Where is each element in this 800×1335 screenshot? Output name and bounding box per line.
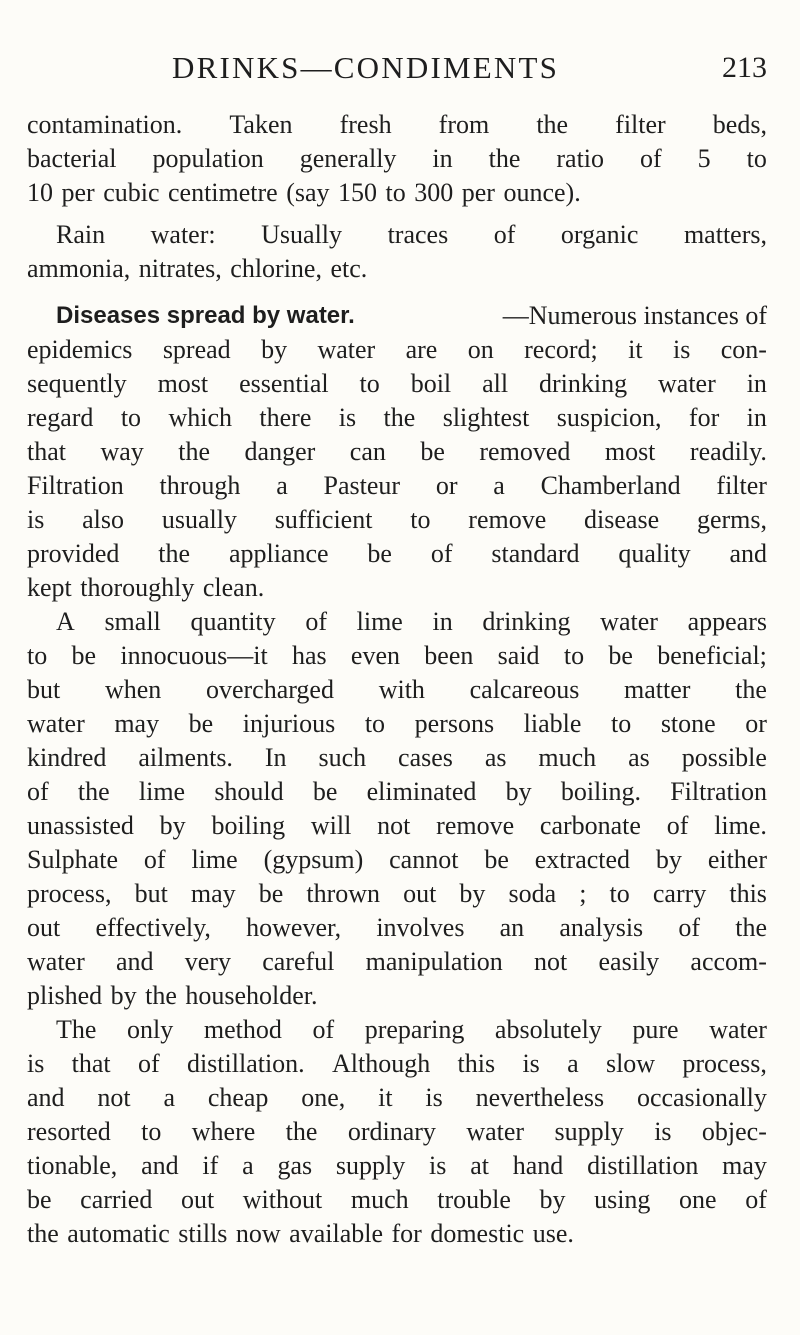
word: way [100,437,144,466]
word: extracted [534,845,631,874]
word: from [438,110,490,139]
word: kindred [27,743,107,772]
word: one [679,1185,717,1214]
word: as [628,743,650,772]
word: the [488,144,521,173]
word: overcharged [205,675,334,704]
word: which [168,403,232,432]
word: of [430,539,453,568]
word: only [127,1015,174,1044]
word: of [678,913,701,942]
word: innocuous—it [120,641,268,670]
word: readily. [689,437,767,466]
word: when [104,675,162,704]
word: process, [682,1049,767,1078]
word: generally [299,144,397,173]
text-line [27,877,767,911]
word: be [188,709,214,738]
word: water [466,1117,525,1146]
text-line [27,741,767,775]
word: said [497,641,540,670]
word: cannot [389,845,459,874]
word: filter [615,110,666,139]
text-line [27,911,767,945]
word: thrown [306,879,381,908]
word: by [655,845,682,874]
word: distillation. [186,1049,305,1078]
text-line-with-heading [27,299,767,333]
word: slow [605,1049,656,1078]
word: to [611,709,632,738]
word: liable [523,709,582,738]
word: beneficial; [657,641,767,670]
word: usually [161,505,237,534]
word: of [305,607,327,636]
word: as [484,743,507,772]
page-number: 213 [722,51,767,84]
word: where [191,1117,256,1146]
word: filter [716,471,767,500]
word: tionable, [27,1151,118,1180]
word: a [242,1151,254,1180]
word: standard [491,539,580,568]
word: organic [560,220,639,249]
word: remove [468,505,547,534]
word: of [640,144,662,173]
word: to [410,505,431,534]
word: with [378,675,425,704]
text-line: the automatic stills now available for domestic use. [27,1219,574,1248]
word: be [608,641,633,670]
text-line [27,367,767,401]
word: much [538,743,597,772]
word: but [134,879,168,908]
word: traces [387,220,449,249]
word: provided [27,539,120,568]
word: can [349,437,386,466]
word: cases [398,743,453,772]
word: appears [687,607,767,636]
text-line [27,843,767,877]
word: drinking [482,607,571,636]
word: has [291,641,327,670]
word: and [729,539,767,568]
word: the [735,675,767,704]
word: water [27,947,85,976]
word: a [567,1049,579,1078]
word: is [654,1117,672,1146]
text-line [27,401,767,435]
word: by [159,811,186,840]
word: is [522,1049,540,1078]
text-line [27,809,767,843]
word: (gypsum) [263,845,364,874]
word: should [214,777,284,806]
word: will [310,811,352,840]
word: is [425,1083,443,1112]
word: calcareous [469,675,580,704]
word: of [493,220,516,249]
word: may [114,709,160,738]
word: supply [554,1117,624,1146]
word: to [746,144,767,173]
word: A [56,607,75,636]
word: lime [356,607,403,636]
word: contamination. [27,110,183,139]
word: distillation [587,1151,699,1180]
text-line [27,1047,767,1081]
text-line: ammonia, nitrates, chlorine, etc. [27,254,368,283]
word: essential [239,369,329,398]
word: to [120,403,142,432]
word: Although [332,1049,431,1078]
word: such [318,743,367,772]
word: much [350,1185,409,1214]
word: not [97,1083,131,1112]
word: epidemics [27,335,133,364]
text-line: kept thoroughly clean. [27,573,265,602]
text-line [27,435,767,469]
word: be [420,437,445,466]
word: out [27,913,61,942]
word: without [242,1185,323,1214]
word: carry [652,879,707,908]
word: the [383,403,416,432]
word: absolutely [494,1015,602,1044]
word: matters, [683,220,767,249]
word: matter [624,675,691,704]
word: ordinary [347,1117,436,1146]
word: also [82,505,125,534]
word: drinking [538,369,628,398]
word: for [688,403,720,432]
word: appliance [228,539,329,568]
word: most [157,369,209,398]
word: Filtration [670,777,767,806]
word: soda [508,879,557,908]
word: unassisted [27,811,134,840]
word: of [745,1185,767,1214]
paragraph-contamination [27,108,767,210]
word: in [746,369,767,398]
word: danger [244,437,316,466]
word: be [258,879,284,908]
word: however, [246,913,342,942]
word: manipulation [365,947,503,976]
word: of [27,777,49,806]
word: stone [660,709,716,738]
word: gas [277,1151,313,1180]
word: are [405,335,438,364]
word: the [735,913,767,942]
word: of [312,1015,335,1044]
word: this [457,1049,496,1078]
word: bacterial [27,144,117,173]
word: is [338,403,357,432]
text-line [27,1115,767,1149]
word: Taken [229,110,293,139]
text-line [27,639,767,673]
word: it [628,335,643,364]
word: by [261,335,288,364]
word: occasionally [636,1083,767,1112]
word: not [534,947,568,976]
word: is [672,335,691,364]
word: accom- [690,947,767,976]
word: nevertheless [475,1083,605,1112]
word: is [27,1049,45,1078]
word: of [143,845,166,874]
text-line [27,333,767,367]
word: a [276,471,288,500]
word: very [184,947,231,976]
word: lime. [714,811,767,840]
word: at [470,1151,489,1180]
word: in [432,607,453,636]
word: water [317,335,376,364]
text-line [27,1183,767,1217]
word: disease [584,505,660,534]
word: persons [414,709,495,738]
running-head [27,48,767,88]
word: quality [618,539,691,568]
word: there [259,403,312,432]
text-line [27,707,767,741]
word: to [27,641,48,670]
word: water [658,369,716,398]
text-line [27,1013,767,1047]
word: small [104,607,161,636]
word: carried [80,1185,153,1214]
word: but [27,675,61,704]
word: either [707,845,767,874]
word: a [163,1083,175,1112]
section-heading: Diseases spread by water. [56,302,355,329]
word: possible [681,743,767,772]
word: using [594,1185,651,1214]
running-title: DRINKS—CONDIMENTS [172,50,560,85]
word: the [158,539,191,568]
text-line [27,218,767,252]
word: slightest [442,403,530,432]
word: boiling. [560,777,641,806]
word: most [604,437,656,466]
word: involves [376,913,465,942]
word: method [203,1015,282,1044]
paragraph-lime [27,605,767,1013]
paragraph-rain-water [27,218,767,286]
paragraph-distillation [27,1013,767,1251]
word: process, [27,879,112,908]
word: fresh [339,110,392,139]
word: is [429,1151,447,1180]
word: and [115,947,154,976]
word: to [141,1117,162,1146]
word: by [505,777,532,806]
word: hand [512,1151,564,1180]
word: Chamberland [540,471,681,500]
word: Rain [56,220,106,249]
word: ailments. [138,743,233,772]
word: to [364,709,386,738]
word: if [202,1151,219,1180]
word: be [27,1185,52,1214]
word: or [435,471,458,500]
text-line [27,1149,767,1183]
text-line [27,945,767,979]
word: removed [479,437,571,466]
text-line [27,469,767,503]
word: boiling [211,811,286,840]
word: the [178,437,211,466]
word: lime [138,777,186,806]
word: be [312,777,338,806]
text-line [27,673,767,707]
word: may [722,1151,767,1180]
word: quantity [190,607,276,636]
word: sequently [27,369,127,398]
word: water: [150,220,216,249]
word: ; [579,879,587,908]
text-line: plished by the householder. [27,981,318,1010]
word: analysis [559,913,644,942]
word: one, [301,1083,346,1112]
word: pure [632,1015,679,1044]
text-line [27,1081,767,1115]
word: even [350,641,401,670]
word: trouble [437,1185,511,1214]
word: Pasteur [323,471,401,500]
word: sufficient [274,505,373,534]
word: injurious [242,709,336,738]
word: suspicion, [556,403,662,432]
word: of [666,811,689,840]
word: population [152,144,264,173]
word: remove [436,811,515,840]
word: through [159,471,241,500]
word: that [27,437,66,466]
word: Usually [261,220,343,249]
word: on [467,335,494,364]
word: that [71,1049,111,1078]
word: the [285,1117,318,1146]
word: cheap [207,1083,269,1112]
word: The [56,1015,97,1044]
word: Sulphate [27,845,118,874]
word: record; [524,335,598,364]
word: been [424,641,474,670]
word: supply [335,1151,406,1180]
word: 5 [697,144,711,173]
word: objec- [701,1117,767,1146]
word: boil [410,369,452,398]
word: resorted [27,1117,111,1146]
text-line [27,537,767,571]
word: beds, [712,110,767,139]
word: water [27,709,85,738]
word: be [367,539,392,568]
word: water [600,607,658,636]
word: not [377,811,411,840]
text-line [27,108,767,142]
word: to [609,879,630,908]
text-line-continuation: —Numerous instances of [502,301,767,330]
word: all [482,369,509,398]
word: in [746,403,767,432]
word: the [77,777,110,806]
word: is [27,505,45,534]
word: a [493,471,505,500]
word: out [403,879,437,908]
word: con- [720,335,767,364]
word: be [484,845,509,874]
word: preparing [364,1015,465,1044]
word: by [459,879,486,908]
text-line [27,775,767,809]
word: carbonate [539,811,641,840]
word: lime [191,845,238,874]
word: In [264,743,287,772]
text-line [27,605,767,639]
word: or [745,709,767,738]
body-text [27,108,767,1251]
paragraph-diseases [27,299,767,605]
word: out [180,1185,215,1214]
word: this [729,879,767,908]
word: it [378,1083,393,1112]
word: germs, [696,505,767,534]
word: water [709,1015,767,1044]
word: in [432,144,453,173]
text-line [27,142,767,176]
word: spread [162,335,231,364]
word: may [190,879,236,908]
word: easily [598,947,660,976]
word: an [499,913,525,942]
word: to [359,369,380,398]
word: to [563,641,585,670]
word: be [71,641,97,670]
word: of [137,1049,160,1078]
word: Filtration [27,471,124,500]
text-line [27,503,767,537]
word: and [27,1083,65,1112]
text-line: 10 per cubic centimetre (say 150 to 300 per ounce). [27,178,581,207]
word: effectively, [95,913,211,942]
word: eliminated [366,777,477,806]
word: the [536,110,569,139]
word: ratio [556,144,605,173]
word: careful [262,947,335,976]
word: and [141,1151,179,1180]
word: by [539,1185,566,1214]
word: regard [27,403,94,432]
